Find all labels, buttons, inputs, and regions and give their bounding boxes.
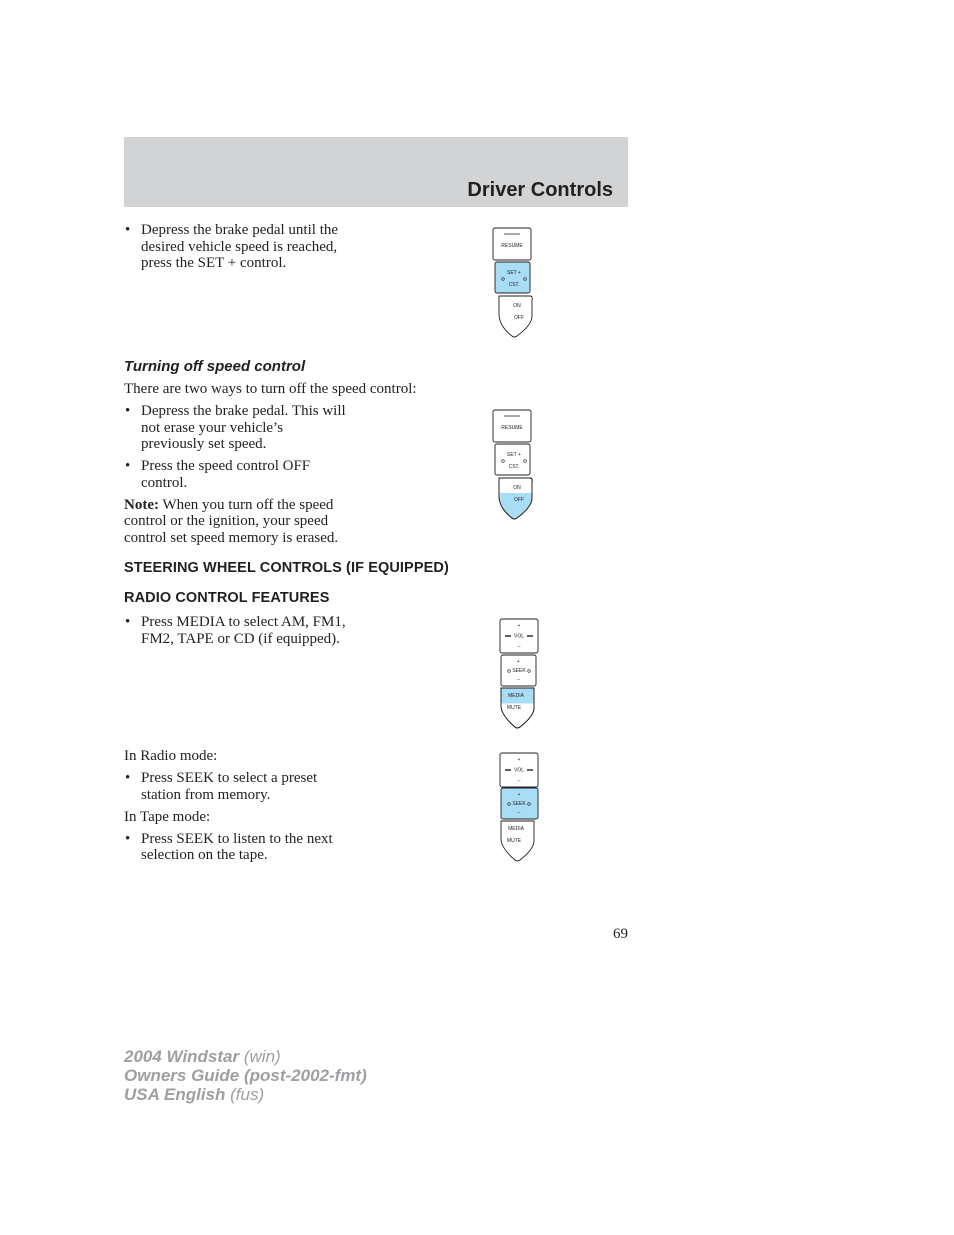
- bullet-glyph: •: [125, 222, 131, 238]
- mute-label: MUTE: [506, 705, 522, 711]
- bullet-glyph: •: [125, 458, 131, 475]
- speed-control-off-illustration: [490, 408, 538, 522]
- text-line: press the SET + control.: [141, 255, 287, 272]
- text-line: desired vehicle speed is reached,: [141, 238, 338, 255]
- steering-controls-heading: STEERING WHEEL CONTROLS (IF EQUIPPED): [124, 560, 449, 576]
- resume-label: RESUME: [501, 243, 523, 249]
- text-line: Press MEDIA to select AM, FM1,: [141, 614, 346, 630]
- radio-control-media-illustration: [496, 617, 542, 731]
- list-item: [124, 614, 394, 647]
- seek-label: SEEK: [512, 668, 526, 674]
- off-label: OFF: [514, 315, 524, 321]
- minus-label: –: [517, 677, 520, 683]
- vol-label: VOL: [513, 767, 525, 774]
- footer-language-code: (fus): [225, 1085, 265, 1104]
- radio-features-heading: RADIO CONTROL FEATURES: [124, 590, 330, 606]
- document-footer: [124, 1047, 367, 1104]
- plus-label: +: [517, 659, 520, 665]
- text-line: control.: [141, 474, 188, 491]
- list-item: [124, 458, 484, 491]
- minus-label: –: [517, 644, 521, 650]
- tape-mode-label: In Tape mode:: [124, 808, 211, 825]
- text-line: Press SEEK to listen to the next: [141, 830, 333, 847]
- bullet-glyph: •: [125, 769, 131, 786]
- on-label: ON: [513, 303, 521, 309]
- plus-label: +: [517, 757, 521, 763]
- minus-label: –: [517, 778, 521, 784]
- text-line: Press the speed control OFF: [141, 458, 311, 475]
- vol-label: VOL: [513, 633, 525, 640]
- minus-label: –: [517, 810, 521, 816]
- brake-speed-instruction: [124, 222, 394, 272]
- text-line: When you turn off the speed: [158, 496, 334, 513]
- text-line: not erase your vehicle’s: [141, 419, 284, 436]
- text-line: control or the ignition, your speed: [124, 513, 329, 530]
- text-line: selection on the tape.: [141, 847, 268, 864]
- seek-label: SEEK: [512, 801, 526, 807]
- speed-control-set-illustration: [490, 226, 538, 340]
- bullet-glyph: •: [125, 614, 131, 630]
- text-line: Press SEEK to select a preset: [141, 769, 318, 786]
- bullet-glyph: •: [125, 402, 131, 419]
- radio-control-seek-illustration: [496, 751, 542, 865]
- media-instruction: [124, 614, 394, 647]
- intro-text: There are two ways to turn off the speed control:: [124, 381, 417, 397]
- cst-label: CST.: [508, 464, 520, 470]
- media-label: MEDIA: [508, 693, 524, 699]
- text-line: FM2, TAPE or CD (if equipped).: [141, 630, 340, 647]
- page-number: 69: [613, 926, 628, 942]
- set-label: SET +: [507, 270, 521, 276]
- turning-off-body: [124, 381, 484, 547]
- seek-instructions: [124, 748, 394, 864]
- text-line: control set speed memory is erased.: [124, 529, 339, 546]
- cst-label: CST.: [508, 282, 520, 288]
- off-label: OFF: [514, 497, 524, 503]
- note-paragraph: [124, 497, 484, 547]
- radio-mode-label: In Radio mode:: [124, 748, 218, 764]
- list-item: [124, 831, 394, 864]
- section-title: Driver Controls: [467, 179, 613, 201]
- text-line: Depress the brake pedal until the: [141, 222, 339, 238]
- turning-off-heading: Turning off speed control: [124, 358, 306, 375]
- set-label: SET +: [507, 452, 521, 458]
- plus-label: +: [517, 792, 521, 798]
- text-line: previously set speed.: [141, 436, 267, 453]
- footer-model: 2004 Windstar: [124, 1047, 240, 1066]
- list-item: [124, 403, 484, 453]
- bullet-glyph: •: [125, 830, 131, 847]
- plus-label: +: [517, 623, 521, 629]
- list-item: [124, 770, 394, 803]
- media-label: MEDIA: [508, 826, 524, 832]
- resume-label: RESUME: [501, 425, 523, 431]
- mute-label: MUTE: [506, 838, 522, 844]
- footer-language: USA English: [124, 1085, 226, 1104]
- on-label: ON: [513, 485, 521, 491]
- text-line: Depress the brake pedal. This will: [141, 402, 346, 419]
- text-line: station from memory.: [141, 786, 271, 803]
- note-label: Note:: [124, 496, 159, 513]
- header-band: [124, 137, 628, 207]
- list-item: [124, 222, 394, 272]
- footer-model-code: (win): [239, 1047, 281, 1066]
- footer-guide: Owners Guide (post-2002-fmt): [124, 1066, 367, 1085]
